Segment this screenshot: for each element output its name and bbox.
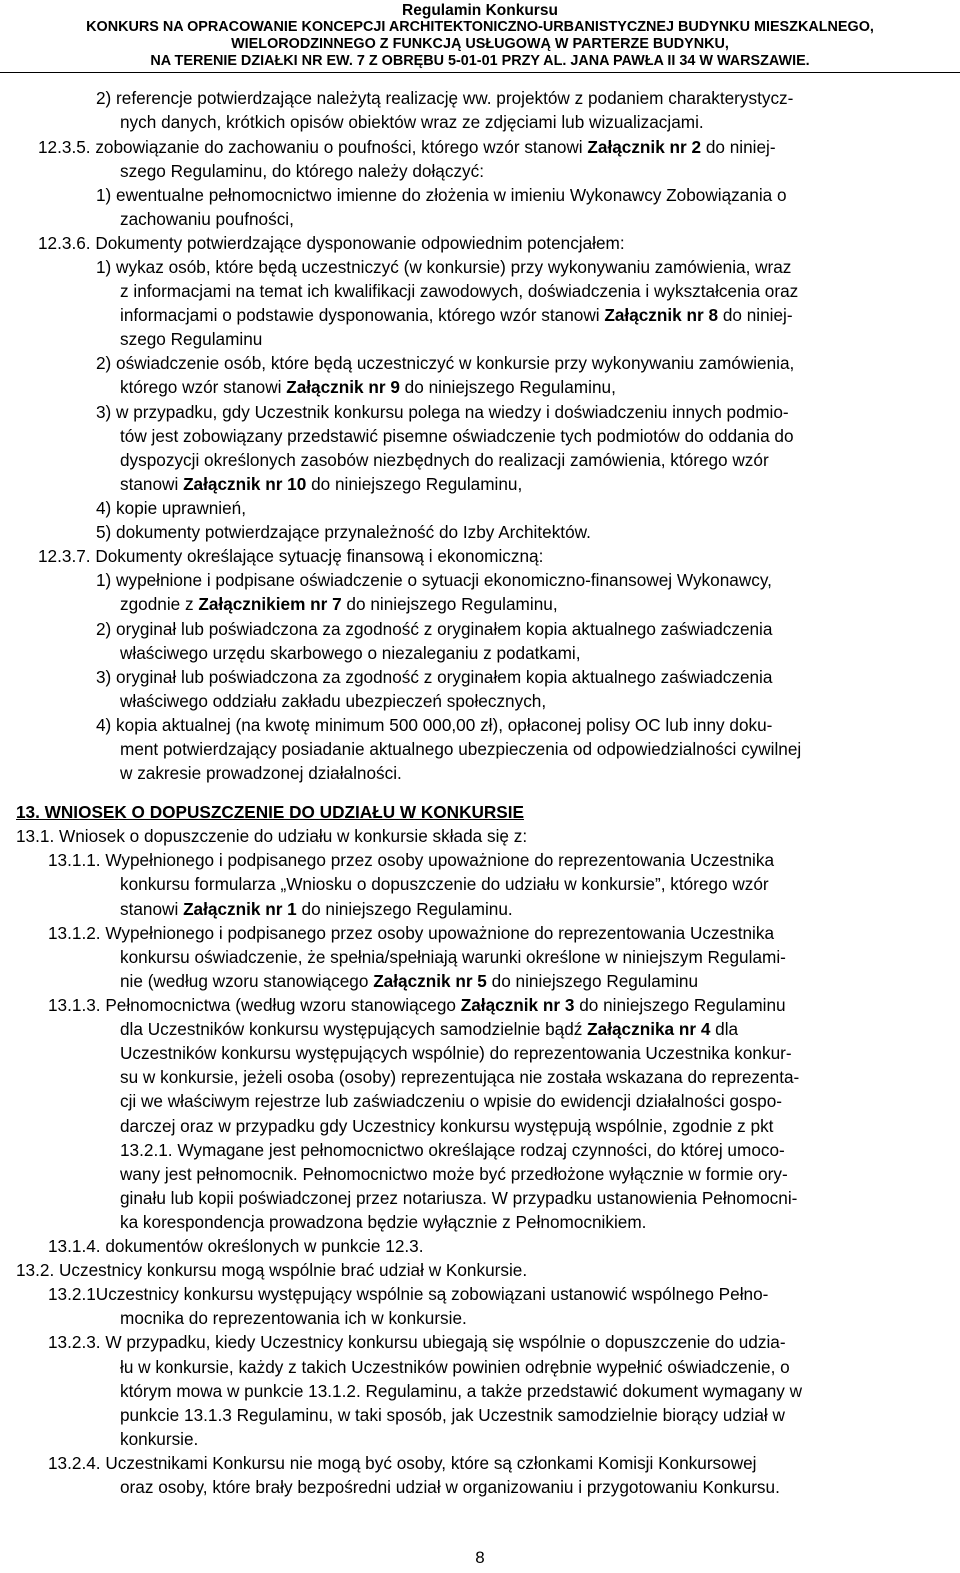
- text-line: [48, 1330, 786, 1354]
- attachment-reference: Załącznik nr 3: [460, 995, 575, 1015]
- document-title: Regulamin Konkursu: [402, 2, 558, 19]
- text-run: konkursu oświadczenie, że spełnia/spełniają warunki określone w niniejszym Regulami-: [120, 947, 786, 967]
- text-line: [120, 1114, 773, 1138]
- text-run: 13.1.3. Pełnomocnictwa (według wzoru stanowiącego: [48, 995, 461, 1015]
- text-run: 1) wykaz osób, które będą uczestniczyć (w konkursie) przy wykonywaniu zamówienia, wraz: [96, 257, 792, 277]
- text-line: [120, 945, 786, 969]
- text-line: [120, 327, 262, 351]
- text-run: 4) kopie uprawnień,: [96, 498, 247, 518]
- text-line: [96, 351, 794, 375]
- text-line: [120, 689, 546, 713]
- text-line: [38, 231, 625, 255]
- text-run: dla: [710, 1019, 739, 1039]
- text-line: [120, 969, 698, 993]
- text-line: [120, 1355, 790, 1379]
- text-run: 13.2. Uczestnicy konkursu mogą wspólnie brać udział w Konkursie.: [16, 1260, 528, 1280]
- text-line: [48, 1451, 757, 1475]
- text-line: [120, 761, 402, 785]
- text-line: [16, 824, 527, 848]
- text-line: [48, 921, 774, 945]
- text-run: do niniejszego Regulaminu,: [399, 377, 616, 397]
- text-run: 3) w przypadku, gdy Uczestnik konkursu polega na wiedzy i doświadczeniu innych podmio-: [96, 402, 789, 422]
- text-run: 3) oryginał lub poświadczona za zgodność z oryginałem kopia aktualnego zaświadczenia: [96, 667, 773, 687]
- text-line: [38, 135, 776, 159]
- text-line: [96, 86, 793, 110]
- attachment-reference: Załącznikiem nr 7: [198, 594, 342, 614]
- text-run: 5) dokumenty potwierdzające przynależność do Izby Architektów.: [96, 522, 591, 542]
- text-run: szego Regulaminu, do którego należy dołączyć:: [120, 161, 485, 181]
- text-line: [96, 617, 772, 641]
- text-run: 13.2.4. Uczestnikami Konkursu nie mogą być osoby, które są członkami Komisji Konkursowej: [48, 1453, 757, 1473]
- text-run: 13.1.4. dokumentów określonych w punkcie 12.3.: [48, 1236, 424, 1256]
- text-run: 13.2.3. W przypadku, kiedy Uczestnicy konkursu ubiegają się wspólnie o dopuszczenie do udzia-: [48, 1332, 786, 1352]
- text-run: do niniejszego Regulaminu,: [306, 474, 523, 494]
- text-run: 1) wypełnione i podpisane oświadczenie o sytuacji ekonomiczno-finansowej Wykonawcy,: [96, 570, 772, 590]
- text-line: [120, 1210, 646, 1234]
- text-run: Uczestników konkursu występujących wspólnie) do reprezentowania Uczestnika konkur-: [120, 1043, 792, 1063]
- text-run: mocnika do reprezentowania ich w konkursie.: [120, 1308, 467, 1328]
- text-run: cji we właściwym rejestrze lub zaświadczeniu o wpisie do ewidencji działalności gospo-: [120, 1091, 783, 1111]
- text-run: 4) kopia aktualnej (na kwotę minimum 500 000,00 zł), opłaconej polisy OC lub inny doku-: [96, 715, 773, 735]
- attachment-reference: Załącznik nr 5: [373, 971, 487, 991]
- text-line: [48, 993, 786, 1017]
- text-line: [120, 472, 522, 496]
- text-run: nych danych, krótkich opisów obiektów wraz ze zdjęciami lub wizualizacjami.: [120, 112, 704, 132]
- text-run: 13.2.1Uczestnicy konkursu występujący wspólnie są zobowiązani ustanowić wspólnego Pełno-: [48, 1284, 769, 1304]
- attachment-reference: Załącznik nr 9: [286, 377, 400, 397]
- text-run: zgodnie z: [120, 594, 199, 614]
- text-run: nie (według wzoru stanowiącego: [120, 971, 374, 991]
- text-run: konkursie.: [120, 1429, 199, 1449]
- text-line: [120, 110, 704, 134]
- text-line: [120, 1379, 802, 1403]
- header-line-1: KONKURS NA OPRACOWANIE KONCEPCJI ARCHITEKTONICZNO-URBANISTYCZNEJ BUDYNKU MIESZKALNEGO,: [86, 19, 874, 35]
- text-run: 1) ewentualne pełnomocnictwo imienne do złożenia w imieniu Wykonawcy Zobowiązania o: [96, 185, 787, 205]
- text-line: [120, 641, 581, 665]
- text-run: konkursu formularza „Wniosku o dopuszczenie do udziału w konkursie”, którego wzór: [120, 874, 769, 894]
- text-run: punkcie 13.1.3 Regulaminu, w taki sposób, jak Uczestnik samodzielnie biorący udział w: [120, 1405, 785, 1425]
- text-line: [120, 897, 513, 921]
- text-line: [120, 279, 798, 303]
- text-run: informacjami o podstawie dysponowania, którego wzór stanowi: [120, 305, 605, 325]
- text-run: 13.1.1. Wypełnionego i podpisanego przez osoby upoważnione do reprezentowania Uczestnika: [48, 850, 775, 870]
- text-line: [120, 592, 558, 616]
- text-run: w zakresie prowadzonej działalności.: [120, 763, 402, 783]
- text-line: [120, 1475, 780, 1499]
- text-run: dla Uczestników konkursu występujących samodzielnie bądź: [120, 1019, 588, 1039]
- attachment-reference: Załącznik nr 1: [183, 899, 297, 919]
- text-run: do niniej-: [718, 305, 793, 325]
- text-line: [120, 1041, 792, 1065]
- text-run: ka korespondencja prowadzona będzie wyłącznie z Pełnomocnikiem.: [120, 1212, 647, 1232]
- text-run: właściwego urzędu skarbowego o niezaleganiu z podatkami,: [120, 643, 581, 663]
- text-line: [120, 159, 484, 183]
- text-line: [96, 400, 789, 424]
- text-run: 13.1. Wniosek o dopuszczenie do udziału w konkursie składa się z:: [16, 826, 528, 846]
- text-run: którego wzór stanowi: [120, 377, 287, 397]
- text-run: 12.3.5. zobowiązanie do zachowaniu o poufności, którego wzór stanowi: [38, 137, 588, 157]
- text-line: [96, 496, 246, 520]
- text-run: oraz osoby, które brały bezpośredni udział w organizowaniu i przygotowaniu Konkursu.: [120, 1477, 780, 1497]
- attachment-reference: Załącznik nr 2: [587, 137, 702, 157]
- header-line-2: WIELORODZINNEGO Z FUNKCJĄ USŁUGOWĄ W PARTERZE BUDYNKU,: [231, 36, 729, 52]
- text-run: do niniejszego Regulaminu: [486, 971, 699, 991]
- text-run: tów jest zobowiązany przedstawić pisemne oświadczenie tych podmiotów do oddania do: [120, 426, 794, 446]
- text-line: [96, 255, 791, 279]
- text-line: [120, 1403, 785, 1427]
- text-run: 12.3.7. Dokumenty określające sytuację finansową i ekonomiczną:: [38, 546, 544, 566]
- text-line: [16, 1258, 527, 1282]
- text-run: dyspozycji określonych zasobów niezbędnych do realizacji zamówienia, którego wzór: [120, 450, 769, 470]
- text-run: szego Regulaminu: [120, 329, 263, 349]
- page-number: 8: [475, 1548, 485, 1567]
- text-line: [120, 1186, 797, 1210]
- text-line: [96, 568, 772, 592]
- text-line: [48, 1234, 423, 1258]
- text-line: [120, 448, 769, 472]
- text-run: do niniejszego Regulaminu.: [296, 899, 513, 919]
- text-line: [120, 1065, 799, 1089]
- text-run: stanowi: [120, 899, 184, 919]
- text-run: 13. WNIOSEK O DOPUSZCZENIE DO UDZIAŁU W KONKURSIE: [16, 802, 525, 822]
- text-line: [120, 207, 294, 231]
- text-line: [120, 1427, 198, 1451]
- text-run: wany jest pełnomocnik. Pełnomocnictwo może być przedłożone wyłącznie w formie ory-: [120, 1164, 788, 1184]
- text-line: [48, 1282, 768, 1306]
- section-heading: [16, 800, 524, 824]
- text-line: [120, 1162, 788, 1186]
- text-run: su w konkursie, jeżeli osoba (osoby) reprezentująca nie została wskazana do reprezenta-: [120, 1067, 800, 1087]
- text-run: 2) oświadczenie osób, które będą uczestniczyć w konkursie przy wykonywaniu zamówienia,: [96, 353, 795, 373]
- text-line: [96, 665, 772, 689]
- text-run: właściwego oddziału zakładu ubezpieczeń społecznych,: [120, 691, 547, 711]
- text-line: [120, 1306, 467, 1330]
- header-rule: [0, 72, 960, 73]
- text-run: 12.3.6. Dokumenty potwierdzające dysponowanie odpowiednim potencjałem:: [38, 233, 625, 253]
- text-line: [120, 375, 616, 399]
- text-run: 13.2.1. Wymagane jest pełnomocnictwo określające rodzaj czynności, do której umoco-: [120, 1140, 785, 1160]
- header-line-3: NA TERENIE DZIAŁKI NR EW. 7 Z OBRĘBU 5-01-01 PRZY AL. JANA PAWŁA II 34 W WARSZAWIE.: [150, 53, 810, 69]
- text-line: [96, 520, 591, 544]
- text-run: ment potwierdzający posiadanie aktualnego ubezpieczenia od odpowiedzialności cywilnej: [120, 739, 802, 759]
- text-run: do niniejszego Regulaminu,: [341, 594, 558, 614]
- text-line: [120, 303, 793, 327]
- attachment-reference: Załącznik nr 8: [604, 305, 719, 325]
- text-line: [120, 872, 769, 896]
- text-line: [120, 424, 794, 448]
- text-run: łu w konkursie, każdy z takich Uczestników powinien odrębnie wypełnić oświadczenie, o: [120, 1357, 790, 1377]
- text-line: [48, 848, 774, 872]
- text-run: do niniej-: [701, 137, 776, 157]
- text-line: [38, 544, 543, 568]
- text-run: z informacjami na temat ich kwalifikacji zawodowych, doświadczenia i wykształcenia oraz: [120, 281, 799, 301]
- text-line: [96, 183, 787, 207]
- text-run: ginału lub kopii poświadczonej przez notariusza. W przypadku ustanowienia Pełnomocni-: [120, 1188, 798, 1208]
- text-line: [120, 1017, 738, 1041]
- text-line: [120, 1089, 782, 1113]
- text-run: 2) oryginał lub poświadczona za zgodność z oryginałem kopia aktualnego zaświadczenia: [96, 619, 773, 639]
- text-run: stanowi: [120, 474, 184, 494]
- text-line: [96, 713, 772, 737]
- text-run: 13.1.2. Wypełnionego i podpisanego przez osoby upoważnione do reprezentowania Uczestnika: [48, 923, 775, 943]
- text-run: do niniejszego Regulaminu: [574, 995, 786, 1015]
- text-line: [120, 737, 801, 761]
- text-run: 2) referencje potwierdzające należytą realizację ww. projektów z podaniem charakterystycz-: [96, 88, 794, 108]
- text-run: którym mowa w punkcie 13.1.2. Regulaminu, a także przedstawić dokument wymagany w: [120, 1381, 803, 1401]
- text-run: zachowaniu poufności,: [120, 209, 294, 229]
- text-run: darczej oraz w przypadku gdy Uczestnicy konkursu występują wspólnie, zgodnie z pkt: [120, 1116, 774, 1136]
- text-line: [120, 1138, 785, 1162]
- attachment-reference: Załącznik nr 10: [183, 474, 307, 494]
- attachment-reference: Załącznika nr 4: [587, 1019, 711, 1039]
